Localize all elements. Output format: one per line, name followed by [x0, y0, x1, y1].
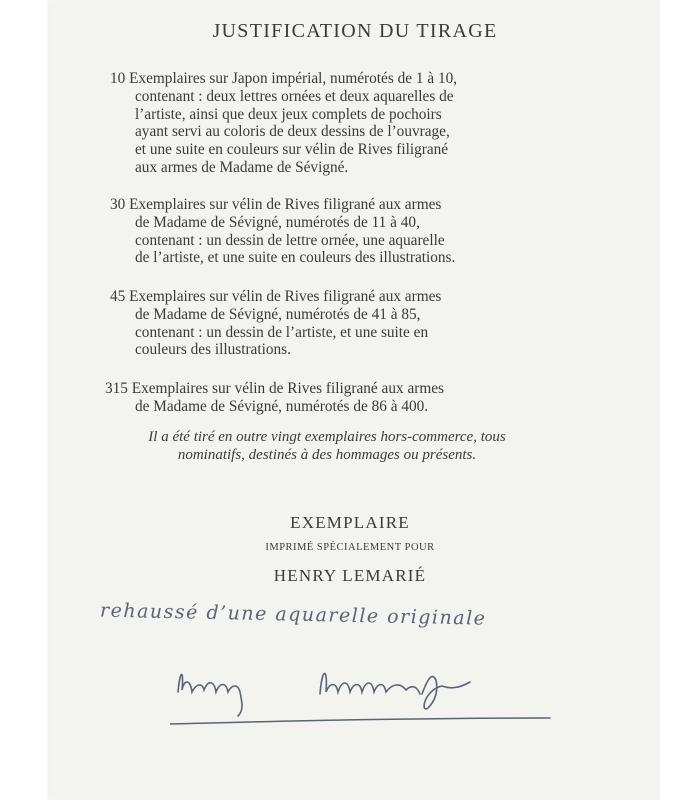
document-page	[50, 0, 660, 800]
exemplaire-subheading: IMPRIMÉ SPÉCIALEMENT POUR	[265, 542, 435, 553]
entry-line: de l’artiste, et une suite en couleurs des illustrations.	[135, 249, 456, 267]
entry-line: 30 Exemplaires sur vélin de Rives filigrané aux armes	[110, 196, 442, 213]
note-line: Il a été tiré en outre vingt exemplaires hors-commerce, tous	[148, 429, 506, 445]
entry-line: contenant : un dessin de l’artiste, et une suite en	[135, 323, 429, 341]
page-title: JUSTIFICATION DU TIRAGE	[212, 20, 498, 42]
edition-entry-japon	[110, 70, 570, 177]
edition-entry-velin-315	[105, 380, 570, 416]
edition-entry-velin-30	[110, 196, 570, 267]
entry-line: aux armes de Madame de Sévigné.	[135, 158, 349, 176]
entry-line: et une suite en couleurs sur vélin de Rives filigrané	[135, 141, 449, 159]
entry-line: ayant servi au coloris de deux dessins de l’ouvrage,	[135, 123, 450, 141]
note-line: nominatifs, destinés à des hommages ou présents.	[177, 447, 477, 463]
entry-line: de Madame de Sévigné, numérotés de 41 à 85,	[135, 305, 421, 323]
edition-entry-velin-45	[110, 288, 570, 359]
hors-commerce-note	[92, 428, 562, 464]
recipient-name: HENRY LEMARIÉ	[273, 566, 427, 585]
entry-line: 45 Exemplaires sur vélin de Rives filigrané aux armes	[110, 288, 442, 305]
entry-line: contenant : un dessin de lettre ornée, une aquarelle	[135, 231, 445, 249]
handwritten-signature	[170, 650, 570, 740]
entry-line: couleurs des illustrations.	[135, 341, 291, 359]
entry-line: de Madame de Sévigné, numérotés de 86 à 400.	[135, 397, 429, 415]
handwritten-inscription: rehaussé d’une aquarelle originale	[99, 599, 487, 630]
entry-line: contenant : deux lettres ornées et deux aquarelles de	[135, 87, 454, 105]
entry-line: 315 Exemplaires sur vélin de Rives filigrané aux armes	[105, 380, 444, 397]
exemplaire-heading: EXEMPLAIRE	[290, 513, 410, 532]
entry-line: 10 Exemplaires sur Japon impérial, numérotés de 1 à 10,	[110, 70, 458, 87]
entry-line: de Madame de Sévigné, numérotés de 11 à 40,	[135, 213, 420, 231]
entry-line: l’artiste, ainsi que deux jeux complets de pochoirs	[135, 105, 442, 123]
